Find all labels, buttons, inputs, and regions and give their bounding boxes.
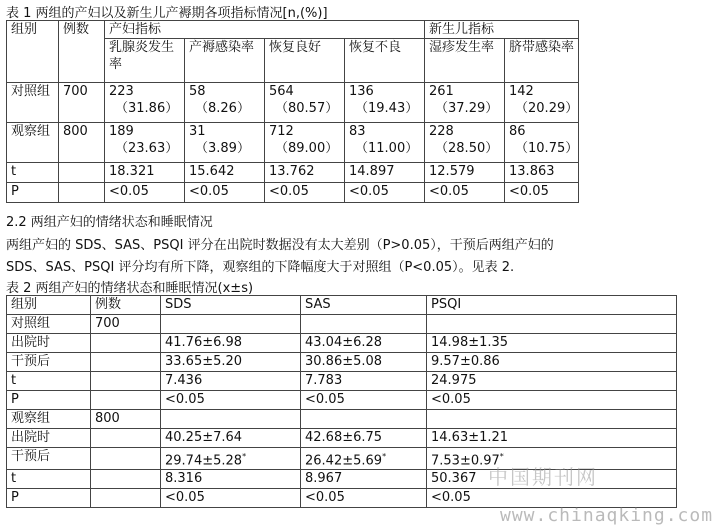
table-row <box>7 163 579 183</box>
table-row <box>7 334 677 353</box>
table1-col-header: 乳腺炎发生率 <box>105 39 185 83</box>
table1-group-header: 组别 <box>7 21 59 83</box>
table1-value-cell: 223 （31.86） <box>105 83 185 123</box>
table1-cases-cell <box>59 163 105 183</box>
watermark-logo-text: 中国期刊网 <box>488 465 598 489</box>
table-row <box>7 123 579 163</box>
table1-group-cell: P <box>7 183 59 203</box>
table1 <box>6 20 579 203</box>
table2-cell: 40.25±7.64 <box>161 429 301 448</box>
table2-cell <box>427 410 677 429</box>
table1-col-header: 恢复不良 <box>345 39 425 83</box>
table-row <box>7 183 579 203</box>
table1-value-cell: <0.05 <box>505 183 579 203</box>
table1-group-cell: 观察组 <box>7 123 59 163</box>
table2-cell: 26.42±5.69* <box>301 448 427 470</box>
paragraph-line: SDS、SAS、PSQI 评分均有所下降，观察组的下降幅度大于对照组（P<0.05）。见表 2. <box>6 260 515 275</box>
table-row <box>7 372 677 391</box>
table2-cell: <0.05 <box>161 391 301 410</box>
table1-value-cell: 31 （3.89） <box>185 123 265 163</box>
table2-cell: t <box>7 470 91 489</box>
table2-cell: 30.86±5.08 <box>301 353 427 372</box>
table-row <box>7 83 579 123</box>
table1-maternal-header: 产妇指标 <box>105 21 425 39</box>
table1-value-cell: 261 （37.29） <box>425 83 505 123</box>
table1-value-cell: 13.762 <box>265 163 345 183</box>
table2-cell: 干预后 <box>7 353 91 372</box>
table1-value-cell: 228 （28.50） <box>425 123 505 163</box>
table2-header-cell: SDS <box>161 296 301 315</box>
table2-caption: 表 2 两组产妇的情绪状态和睡眠情况(x±s) <box>6 281 254 296</box>
table-row <box>7 391 677 410</box>
watermark-url: www.chinaqking.com <box>500 505 713 526</box>
table2-cell: 观察组 <box>7 410 91 429</box>
table2-cell <box>301 410 427 429</box>
table2-cell: 出院时 <box>7 429 91 448</box>
table2-cell: 出院时 <box>7 334 91 353</box>
table2-header-cell: 例数 <box>91 296 161 315</box>
table1-value-cell: 142 （20.29） <box>505 83 579 123</box>
table1-cases-cell: 800 <box>59 123 105 163</box>
table1-value-cell: 189 （23.63） <box>105 123 185 163</box>
table2-cell: 33.65±5.20 <box>161 353 301 372</box>
table2-cell: <0.05 <box>427 391 677 410</box>
table2-cell: 7.436 <box>161 372 301 391</box>
table1-group-cell: 对照组 <box>7 83 59 123</box>
table2-cell <box>91 391 161 410</box>
table1-caption: 表 1 两组的产妇以及新生儿产褥期各项指标情况[n,(%)] <box>6 6 328 21</box>
table1-col-header: 产褥感染率 <box>185 39 265 83</box>
table2-cell <box>91 448 161 470</box>
table2-cell <box>91 353 161 372</box>
table1-value-cell: 12.579 <box>425 163 505 183</box>
table2-cell: 14.63±1.21 <box>427 429 677 448</box>
table2-cell: 43.04±6.28 <box>301 334 427 353</box>
table1-group-cell: t <box>7 163 59 183</box>
table2-cell: 8.316 <box>161 470 301 489</box>
table2-header-cell: PSQI <box>427 296 677 315</box>
table2-cell: 7.53±0.97* <box>427 448 677 470</box>
table1-value-cell: 564 （80.57） <box>265 83 345 123</box>
table2-cell: P <box>7 489 91 508</box>
table1-cases-header: 例数 <box>59 21 105 83</box>
table2-cell: t <box>7 372 91 391</box>
table1-value-cell: <0.05 <box>345 183 425 203</box>
table2-cell <box>161 315 301 334</box>
table2-cell <box>427 315 677 334</box>
table1-cases-cell: 700 <box>59 83 105 123</box>
table2-cell: 7.783 <box>301 372 427 391</box>
table2-cell: <0.05 <box>427 489 677 508</box>
table-row <box>7 410 677 429</box>
table1-cases-cell <box>59 183 105 203</box>
table1-col-header: 湿疹发生率 <box>425 39 505 83</box>
table1-value-cell: 14.897 <box>345 163 425 183</box>
table1-value-cell: 18.321 <box>105 163 185 183</box>
table-row <box>7 353 677 372</box>
table2-cell: 50.367 <box>427 470 677 489</box>
table2-header-cell: 组别 <box>7 296 91 315</box>
table1-value-cell: 15.642 <box>185 163 265 183</box>
table2-cell: 800 <box>91 410 161 429</box>
table1-value-cell: 13.863 <box>505 163 579 183</box>
table2-cell <box>91 334 161 353</box>
paragraph-line: 两组产妇的 SDS、SAS、PSQI 评分在出院时数据没有太大差别（P>0.05），干预后两组产妇的 <box>6 238 554 253</box>
table2-header-cell: SAS <box>301 296 427 315</box>
table2-cell: 干预后 <box>7 448 91 470</box>
table1-value-cell: <0.05 <box>265 183 345 203</box>
table2-cell <box>91 372 161 391</box>
table2-cell: <0.05 <box>301 489 427 508</box>
table1-value-cell: <0.05 <box>105 183 185 203</box>
table2-cell: 对照组 <box>7 315 91 334</box>
table1-value-cell: 58 （8.26） <box>185 83 265 123</box>
table2-cell: 700 <box>91 315 161 334</box>
table2-cell: P <box>7 391 91 410</box>
table2-cell: <0.05 <box>301 391 427 410</box>
table2-cell <box>91 489 161 508</box>
table2-cell: 24.975 <box>427 372 677 391</box>
table2-cell <box>301 315 427 334</box>
table1-value-cell: 86 （10.75） <box>505 123 579 163</box>
table2-cell: 42.68±6.75 <box>301 429 427 448</box>
table1-value-cell: 712 （89.00） <box>265 123 345 163</box>
table1-value-cell: 83 （11.00） <box>345 123 425 163</box>
table1-value-cell: <0.05 <box>425 183 505 203</box>
table1-col-header: 脐带感染率 <box>505 39 579 83</box>
table2-cell: 41.76±6.98 <box>161 334 301 353</box>
table2-cell <box>161 410 301 429</box>
table2-header-row <box>7 296 677 315</box>
table1-value-cell: <0.05 <box>185 183 265 203</box>
table-row <box>7 315 677 334</box>
table1-col-header: 恢复良好 <box>265 39 345 83</box>
table2-cell: 29.74±5.28* <box>161 448 301 470</box>
table2-cell: 8.967 <box>301 470 427 489</box>
section-heading: 2.2 两组产妇的情绪状态和睡眠情况 <box>6 215 213 230</box>
table2-cell <box>91 429 161 448</box>
table1-newborn-header: 新生儿指标 <box>425 21 579 39</box>
table2-cell: 14.98±1.35 <box>427 334 677 353</box>
table2-cell: 9.57±0.86 <box>427 353 677 372</box>
table2-cell <box>91 470 161 489</box>
table1-value-cell: 136 （19.43） <box>345 83 425 123</box>
table2-cell: <0.05 <box>161 489 301 508</box>
table-row <box>7 429 677 448</box>
